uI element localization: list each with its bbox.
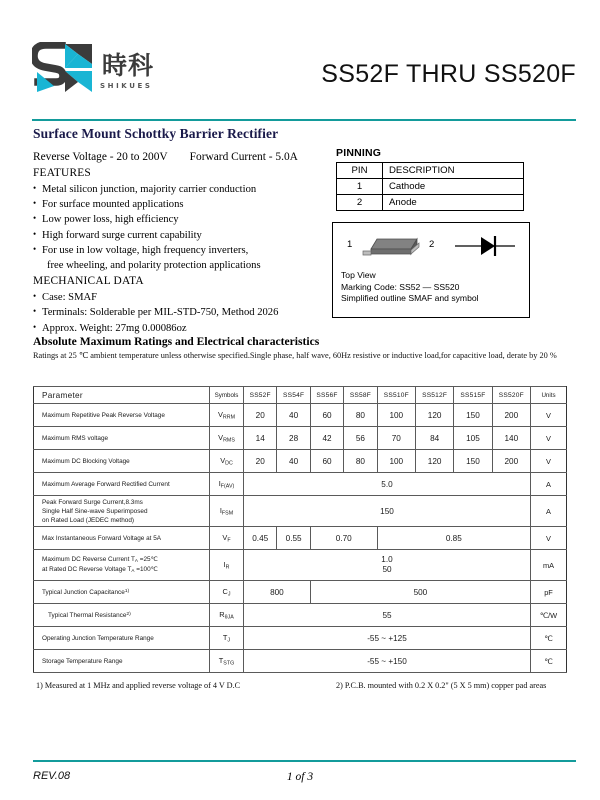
list-item: • For use in low voltage, high frequency inverters,: [33, 243, 333, 258]
footnotes: [36, 681, 574, 690]
package-pin1-label: 1: [347, 239, 353, 250]
value-cell-span: 500: [310, 581, 530, 604]
package-pin2-label: 2: [429, 239, 435, 250]
value-cell: 80: [344, 404, 377, 427]
page-header: [32, 42, 576, 118]
value-cell: 200: [492, 404, 530, 427]
value-cell: 60: [310, 404, 343, 427]
symbol: $V_F$: [210, 527, 244, 550]
pin-number: 1: [337, 179, 383, 195]
symbol: $I_{F(AV)}$: [210, 473, 244, 496]
smaf-package-icon: [359, 231, 423, 266]
value-cell: 120: [415, 404, 453, 427]
parameter-name: Typical Thermal Resistance$^{2)}$: [34, 604, 210, 627]
symbol: $V_{RRM}$: [210, 404, 244, 427]
value-cell: 150: [454, 450, 492, 473]
footnote-1: 1) Measured at 1 MHz and applied reverse voltage of 4 V D.C: [36, 681, 241, 690]
value-cell: 105: [454, 427, 492, 450]
value-cell: 14: [244, 427, 277, 450]
list-item: • For surface mounted applications: [33, 197, 333, 212]
voltage-current-line: [33, 151, 333, 163]
package-caption: [341, 270, 479, 305]
value-cell: 40: [277, 404, 310, 427]
symbol: $C_J$: [210, 581, 244, 604]
parameter-line-1: Maximum DC Reverse Current $T_A$ =25℃: [42, 555, 158, 563]
unit-cell: A: [531, 496, 567, 527]
symbol: $V_{RMS}$: [210, 427, 244, 450]
table-row: [34, 604, 567, 627]
value-cell: 42: [310, 427, 343, 450]
column-header-pin: PIN: [337, 163, 383, 179]
parameter-line-1: Peak Forward Surge Current,8.3ms: [42, 498, 143, 506]
list-item: • Terminals: Solderable per MIL-STD-750, Method 2026: [33, 305, 333, 320]
table-row: [34, 450, 567, 473]
page-title: Surface Mount Schottky Barrier Rectifier: [33, 126, 279, 141]
list-item: • Low power loss, high efficiency: [33, 212, 333, 227]
package-caption-line2: Marking Code: SS52 — SS520: [341, 281, 460, 292]
table-row: [34, 527, 567, 550]
symbol: $I_R$: [210, 550, 244, 581]
parameter-line-2: at Rated DC Reverse Voltage $T_A$ =100℃: [42, 566, 158, 574]
forward-current-text: Forward Current - 5.0A: [189, 151, 298, 163]
value-cell: 20: [244, 404, 277, 427]
package-outline-box: [332, 222, 530, 318]
value-cell-span: [244, 550, 531, 581]
symbol: $I_{FSM}$: [210, 496, 244, 527]
mechanical-data-list: [33, 290, 333, 336]
ratings-title: Absolute Maximum Ratings and Electrical characteristics: [33, 335, 320, 348]
table-row: [34, 627, 567, 650]
footnote-2: 2) P.C.B. mounted with 0.2 X 0.2" (5 X 5 mm) copper pad areas: [336, 681, 547, 690]
parameter-line-2: Single Half Sine-wave Superimposed: [42, 507, 148, 515]
list-item: • High forward surge current capability: [33, 228, 333, 243]
value-cell-span: 150: [244, 496, 531, 527]
value-cell-span: 5.0: [244, 473, 531, 496]
pinning-table: [336, 162, 524, 211]
logo-chinese-name: 時科: [102, 50, 155, 80]
value-cell: 56: [344, 427, 377, 450]
value-cell-span: 800: [244, 581, 311, 604]
value-cell: 84: [415, 427, 453, 450]
value-cell: 0.55: [277, 527, 310, 550]
table-row: [34, 581, 567, 604]
value-cell: 100: [377, 404, 415, 427]
table-row: [34, 550, 567, 581]
value-cell: 200: [492, 450, 530, 473]
column-header-units: Units: [531, 387, 567, 404]
list-item-continuation: free wheeling, and polarity protection applications: [47, 260, 261, 272]
left-column: [33, 126, 333, 336]
footer-divider: [33, 760, 576, 762]
column-header-parameter: Parameter: [34, 387, 210, 404]
unit-cell: pF: [531, 581, 567, 604]
pinning-heading: PINNING: [336, 147, 382, 159]
pin-description: Anode: [383, 195, 524, 211]
parameter-name: Max Instantaneous Forward Voltage at 5A: [34, 527, 210, 550]
reverse-voltage-text: Reverse Voltage - 20 to 200V: [33, 151, 168, 163]
logo-romanized-name: SHIKUES: [100, 82, 153, 90]
parameter-name: [34, 496, 210, 527]
mechanical-data-heading: MECHANICAL DATA: [33, 275, 144, 288]
value-cell-span: 0.85: [377, 527, 530, 550]
page-number: 1 of 3: [286, 771, 314, 783]
table-row: [34, 427, 567, 450]
value-cell: 150: [454, 404, 492, 427]
reverse-current-100c: 50: [382, 565, 392, 574]
parameter-name: Maximum Average Forward Rectified Current: [34, 473, 210, 496]
list-item: • Approx. Weight: 27mg 0.00086oz: [33, 321, 333, 336]
sk-logo-icon: [32, 42, 94, 94]
package-caption-line1: Top View: [341, 270, 376, 280]
unit-cell: V: [531, 527, 567, 550]
parameter-name: Storage Temperature Range: [34, 650, 210, 673]
table-row: [34, 650, 567, 673]
unit-cell: mA: [531, 550, 567, 581]
column-header-ss52f: SS52F: [244, 387, 277, 404]
symbol: $V_{DC}$: [210, 450, 244, 473]
value-cell-span: 55: [244, 604, 531, 627]
table-row: [34, 404, 567, 427]
unit-cell: ℃: [531, 627, 567, 650]
ratings-note: Ratings at 25 ℃ ambient temperature unless otherwise specified.Single phase, half wave, 60Hz resistive or inductive load,for capacitive load, derate by 20 %: [33, 351, 557, 360]
unit-cell: A: [531, 473, 567, 496]
table-row: [337, 195, 524, 211]
header-divider: [32, 119, 576, 121]
column-header-ss54f: SS54F: [277, 387, 310, 404]
value-cell-span: -55 ~ +150: [244, 650, 531, 673]
package-caption-line3: Simplified outline SMAF and symbol: [341, 293, 479, 304]
features-heading: FEATURES: [33, 167, 91, 179]
table-row: [34, 473, 567, 496]
value-cell: 60: [310, 450, 343, 473]
specifications-table: [33, 386, 567, 673]
value-cell: 80: [344, 450, 377, 473]
features-list: [33, 182, 333, 273]
column-header-ss510f: SS510F: [377, 387, 415, 404]
value-cell: 70: [377, 427, 415, 450]
parameter-name: Maximum DC Blocking Voltage: [34, 450, 210, 473]
unit-cell: V: [531, 404, 567, 427]
column-header-ss56f: SS56F: [310, 387, 343, 404]
value-cell: 20: [244, 450, 277, 473]
diode-symbol-icon: [453, 233, 517, 264]
unit-cell: V: [531, 427, 567, 450]
pin-number: 2: [337, 195, 383, 211]
parameter-name: Typical Junction Capacitance$^{1)}$: [34, 581, 210, 604]
value-cell: 100: [377, 450, 415, 473]
value-cell: 120: [415, 450, 453, 473]
column-header-ss58f: SS58F: [344, 387, 377, 404]
column-header-description: DESCRIPTION: [383, 163, 524, 179]
value-cell: 0.45: [244, 527, 277, 550]
revision-label: REV.08: [33, 770, 71, 782]
value-cell-span: 0.70: [310, 527, 377, 550]
list-item: • Metal silicon junction, majority carrier conduction: [33, 182, 333, 197]
value-cell: 40: [277, 450, 310, 473]
table-row: [337, 179, 524, 195]
parameter-name: Operating Junction Temperature Range: [34, 627, 210, 650]
column-header-ss520f: SS520F: [492, 387, 530, 404]
column-header-ss515f: SS515F: [454, 387, 492, 404]
table-row: [34, 496, 567, 527]
parameter-name: Maximum RMS voltage: [34, 427, 210, 450]
table-header-row: [337, 163, 524, 179]
parameter-name: Maximum Repetitive Peak Reverse Voltage: [34, 404, 210, 427]
symbol: $T_{STG}$: [210, 650, 244, 673]
pin-description: Cathode: [383, 179, 524, 195]
value-cell: 140: [492, 427, 530, 450]
value-cell-span: -55 ~ +125: [244, 627, 531, 650]
parameter-line-3: on Rated Load (JEDEC method): [42, 516, 135, 524]
part-number-title: SS52F THRU SS520F: [321, 60, 576, 88]
table-header-row: [34, 387, 567, 404]
symbol: $R_{\theta JA}$: [210, 604, 244, 627]
column-header-ss512f: SS512F: [415, 387, 453, 404]
unit-cell: ℃: [531, 650, 567, 673]
value-cell: 28: [277, 427, 310, 450]
unit-cell: ℃/W: [531, 604, 567, 627]
parameter-name: [34, 550, 210, 581]
list-item: • Case: SMAF: [33, 290, 333, 305]
column-header-symbols: Symbols: [210, 387, 244, 404]
unit-cell: V: [531, 450, 567, 473]
reverse-current-25c: 1.0: [381, 555, 393, 564]
symbol: $T_J$: [210, 627, 244, 650]
